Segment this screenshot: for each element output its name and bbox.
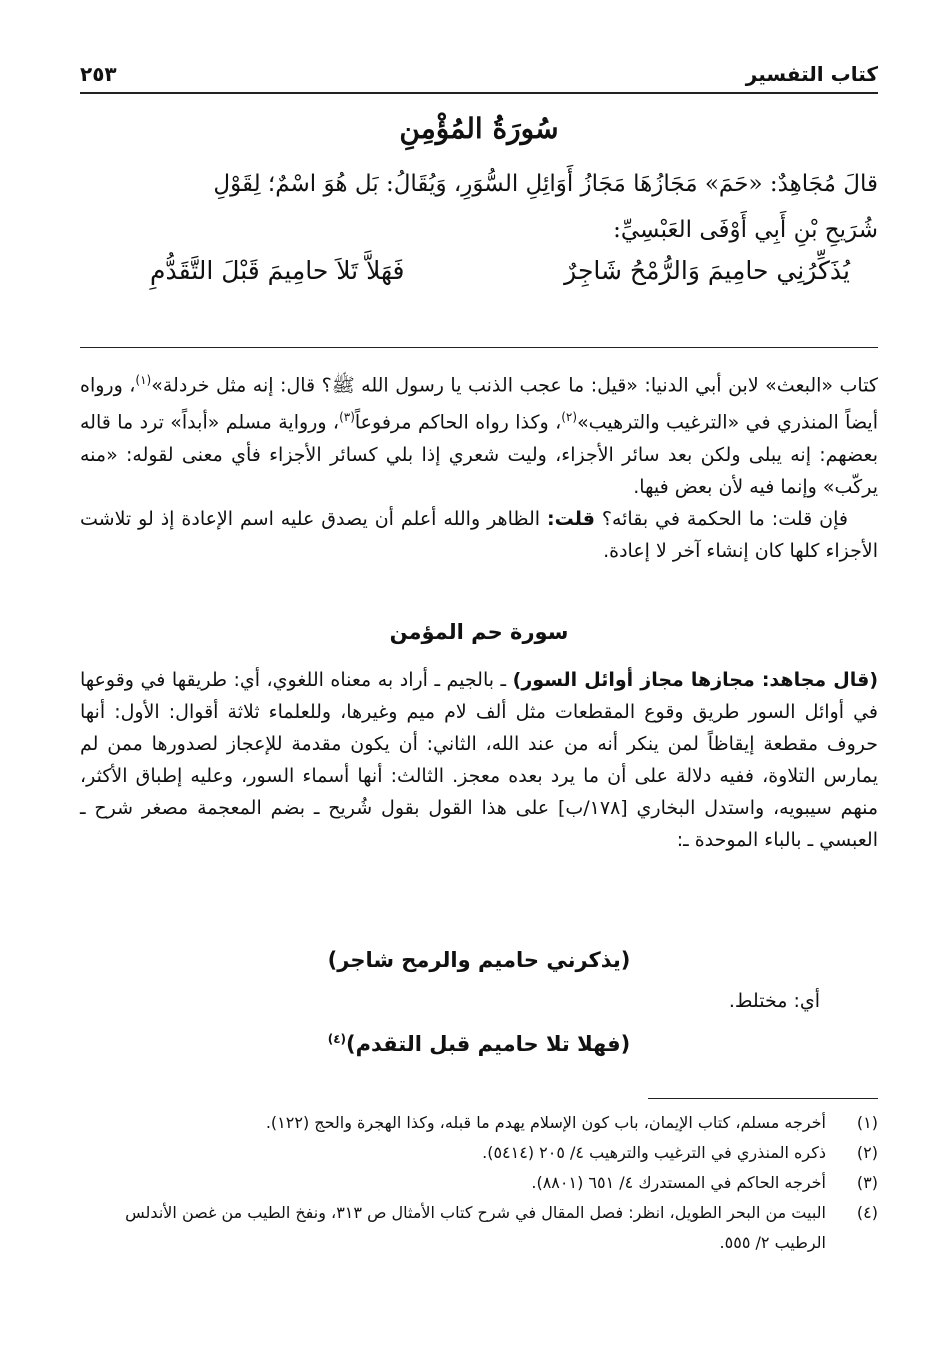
footnote-ref-3: (٣) xyxy=(339,410,355,425)
matn-line-2: شُرَيحِ بْنِ أَبِي أَوْفَى العَبْسِيِّ: xyxy=(613,217,878,243)
footnote-ref-4: (٤) xyxy=(327,1032,347,1046)
verse-gloss: أي: مختلط. xyxy=(728,990,820,1012)
verse-hemistich-left: فَهَلاَّ تَلاَ حامِيمَ قَبْلَ التَّقَدُّمِ xyxy=(150,256,405,285)
section-paragraph: (قال مجاهد: مجازها مجاز أوائل السور) ـ بالجيم ـ أراد به معناه اللغوي، أي: طريقها في وقوعها في أوائل السور طريق وقوع المقطعات مثل ألف لام ميم وغيرها، وللعلماء ثلاثة أقوال: الأول: أنها حروف مقطعة إيقاظاً لمن ينكر أنه من عند الله، الثاني: أن يكون مقدمة للإعجاز لصدورها ممن لم يمارس التلاوة، ففيه دلالة على أن ما يرد بعده معجز. الثالث: أنها أسماء السور، وعليه إطباق الأكثر، منهم سيبويه، واستدل البخاري [١٧٨/ب] على هذا القول بقول شُريح ـ بضم المعجمة مصغر شرح ـ العبسي ـ بالباء الموحدة ـ: xyxy=(80,669,879,851)
section-commentary xyxy=(80,664,878,856)
section-heading: سورة حم المؤمن xyxy=(389,620,569,644)
running-header xyxy=(80,58,878,90)
matn-verse xyxy=(150,256,850,285)
footnote-ref-1: (١) xyxy=(135,373,152,387)
footnote-4: (٤) البيت من البحر الطويل، انظر: فصل المقال في شرح كتاب الأمثال ص ٣١٣، ونفخ الطيب من غصن الأندلس الرطيب ٢/ ٥٥٥. xyxy=(125,1203,878,1252)
quoted-verse-2: (فهلا تلا حاميم قبل التقدم)$^{(٤)}$ xyxy=(327,1032,631,1056)
footnote-1: (١) أخرجه مسلم، كتاب الإيمان، باب كون الإسلام يهدم ما قبله، وكذا الهجرة والحج (١٢٢). xyxy=(265,1113,878,1132)
verse-hemistich-right: يُذَكِّرُنِي حامِيمَ وَالرُّمْحُ شَاجِرٌ xyxy=(564,256,850,285)
footnote-2: (٢) ذكره المنذري في الترغيب والترهيب ٤/ ٢٠٥ (٥٤١٤). xyxy=(482,1143,878,1162)
matn-line-1: قالَ مُجَاهِدٌ: «حَمَ» مَجَازُهَا مَجَازُ أَوَائِلِ السُّوَرِ، وَيُقَالُ: بَل هُوَ اسْمٌ؛ لِقَوْلِ xyxy=(213,171,878,197)
header-rule xyxy=(80,92,878,94)
footnote-3: (٣) أخرجه الحاكم في المستدرك ٤/ ٦٥١ (٨٨٠١). xyxy=(531,1173,878,1192)
surah-title: سُورَةُ المُؤْمِنِ xyxy=(399,112,559,145)
footnote-separator xyxy=(648,1098,878,1099)
carryover-commentary xyxy=(80,364,878,567)
quoted-verse-1: (يذكرني حاميم والرمح شاجر) xyxy=(327,948,631,972)
carryover-paragraph-1: كتاب «البعث» لابن أبي الدنيا: «قيل: ما عجب الذنب يا رسول الله ﷺ؟ قال: إنه مثل خردلة»$^{(١)}$، ورواه أيضاً المنذري في «الترغيب والترهيب»$^{(٢)}$، وكذا رواه الحاكم مرفوعاً$^{(٣)}$، ورواية مسلم «أبداً» ترد ما قاله بعضهم: إنه يبلى ولكن بعد سائر الأجزاء، وليت شعري إذا بلي كسائر الأجزاء فأي معنى لقوله: «منه يركّب» وإنما فيه لأن بعض فيها. xyxy=(80,373,878,498)
carryover-paragraph-2: فإن قلت: ما الحكمة في بقائه؟ قلت: الظاهر والله أعلم أن يصدق عليه اسم الإعادة إذ لو تلاشت الأجزاء كلها كان إنشاء آخر لا إعادة. xyxy=(80,507,878,562)
matn-separator xyxy=(80,347,878,348)
footnote-ref-2: (٢) xyxy=(561,410,578,425)
page-number: ٢٥٣ xyxy=(80,62,117,86)
book-title: كتاب التفسير xyxy=(745,62,878,86)
footnotes xyxy=(80,1108,878,1258)
